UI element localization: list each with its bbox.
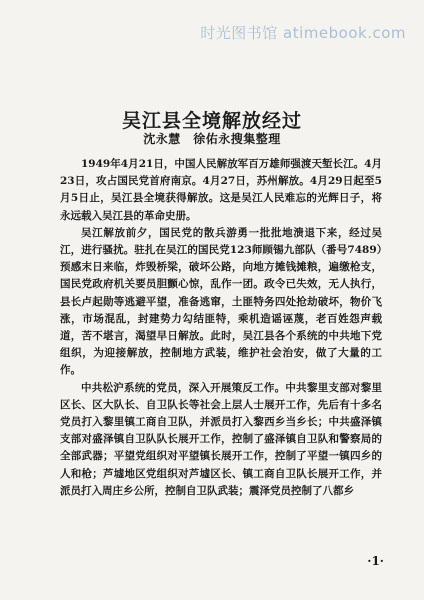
page-number: ·1· [367,554,384,568]
article-body [60,156,382,500]
article-byline: 沈永慧 徐佑永搜集整理 [143,132,281,146]
paragraph: 1949年4月21日，中国人民解放军百万雄师强渡天堑长江。4月23日，攻占国民党首府南京。4月27日，苏州解放。4月29日起至5月5日止，吴江县全境获得解放。这是吴江人民难忘的光辉日子，将永远载入吴江县的革命史册。 [60,158,382,222]
paragraph: 中共松沪系统的党员，深入开展策反工作。中共黎里支部对黎里区长、区大队长、自卫队长等社会上层人士展开工作，先后有十多名党员打入黎里镇工商自卫队，并派员打入黎西乡当乡长；中共盛泽镇支部对盛泽镇自卫队队长展开工作，控制了盛泽镇自卫队和警察局的全部武器；平望党组织对平望镇长展开工作，控制了平望一镇四乡的人和枪；芦墟地区党组织对芦墟区长、镇工商自卫队长展开工作，并派员打入周庄乡公所，控制自卫队武装；震泽党员控制了八都乡 [60,381,382,497]
watermark: 时光图书馆 atimebook.com [200,24,406,42]
paragraph: 吴江解放前夕，国民党的散兵游勇一批批地溃退下来，经过吴江，进行骚扰。驻扎在吴江的国民党123师顾锡九部队（番号7489）预感末日来临，炸毁桥梁，破坏公路，向地方摊钱摊粮，遍缴枪支，国民党政府机关要员胆颤心惊，乱作一团。政令已失效，无人执行，县长卢起勋等逃避平望，准备逃窜，土匪特务四处抢劫破坏，物价飞涨，市场混乱，封建势力勾结匪特，乘机造谣诬蔑，老百姓怨声载道，苦不堪言，渴望早日解放。此时，吴江县各个系统的中共地下党组织，为迎接解放，控制地方武装，维护社会治安，做了大量的工作。 [60,226,382,377]
article-title: 吴江县全境解放经过 [121,110,302,132]
